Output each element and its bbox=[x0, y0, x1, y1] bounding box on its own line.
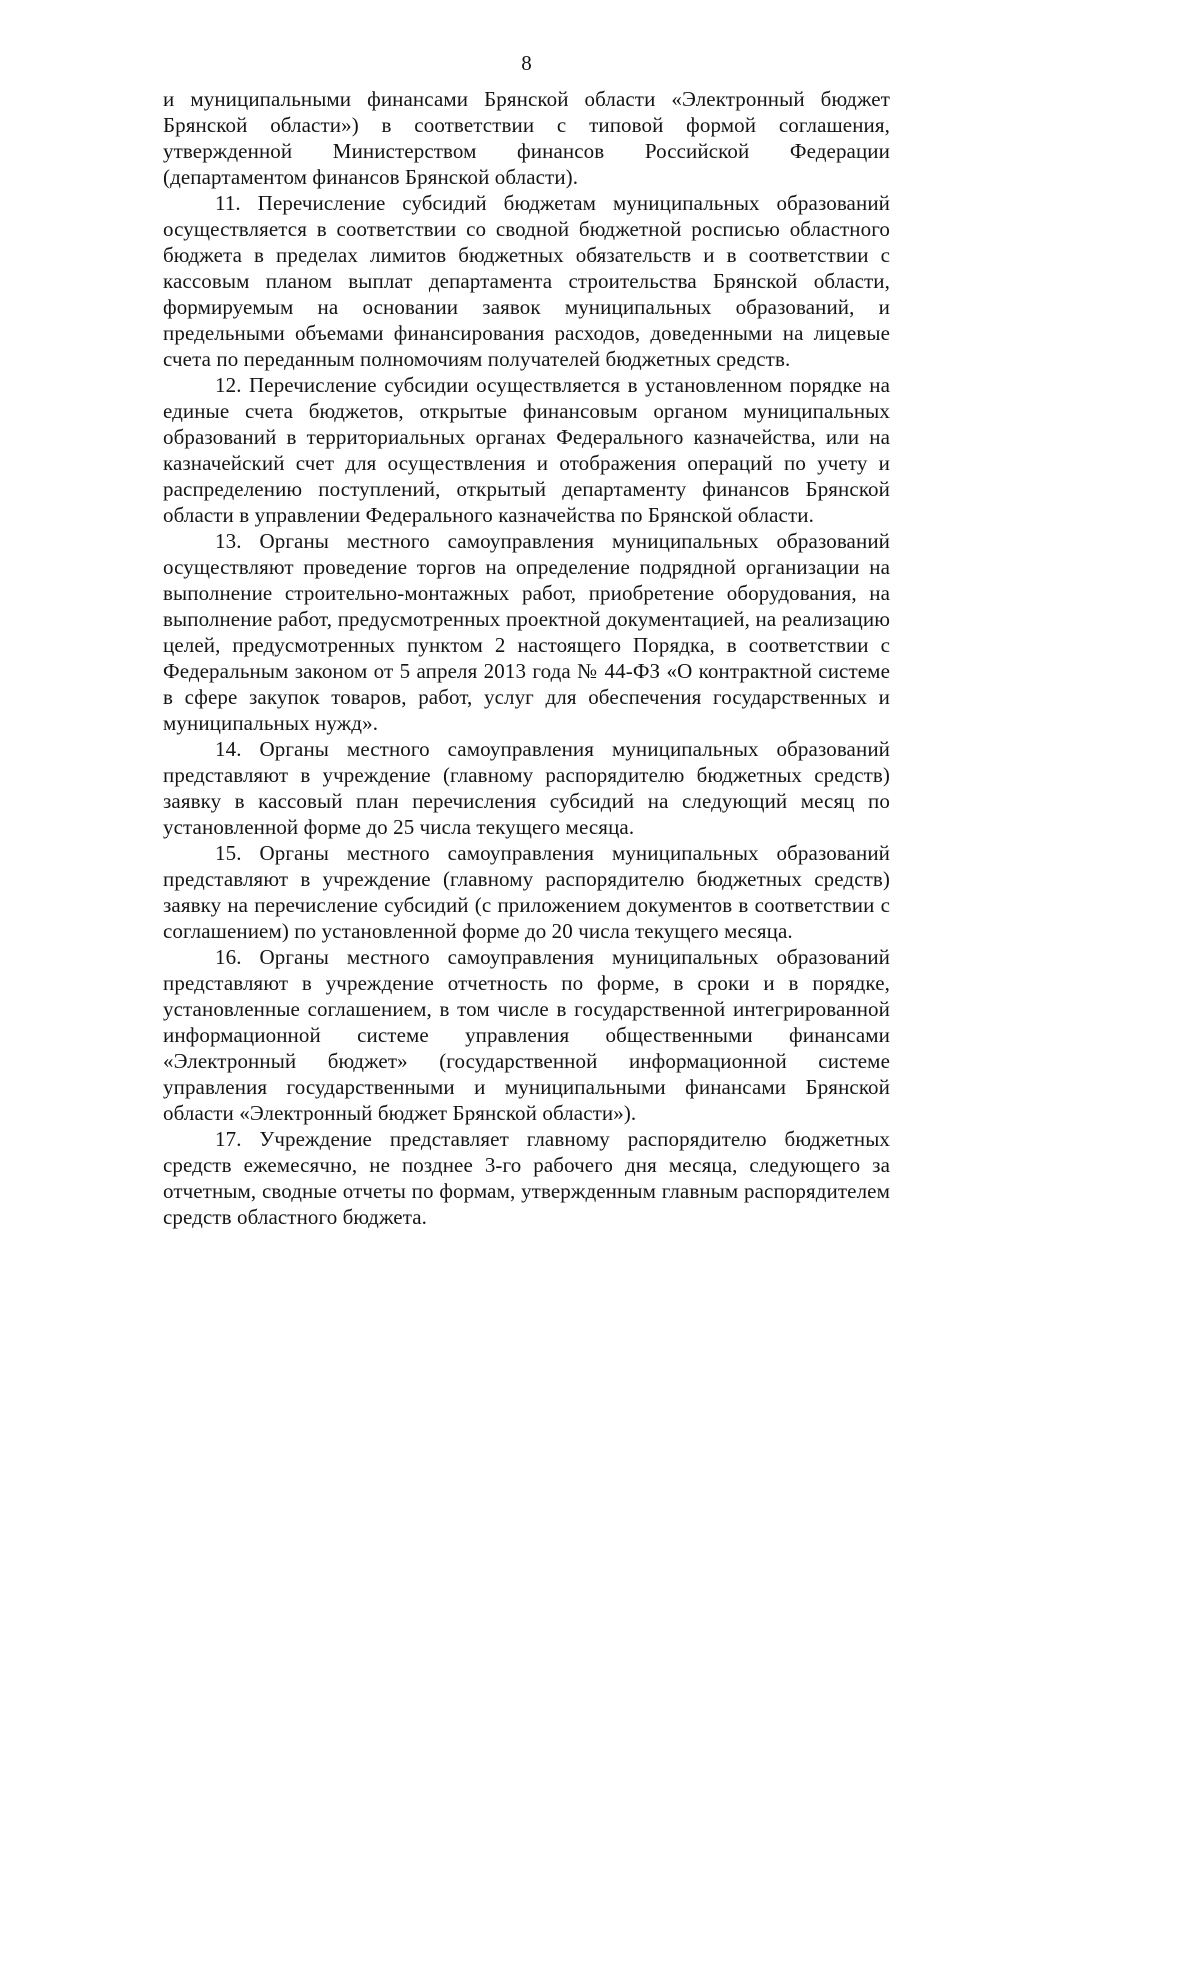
paragraph-item-13: 13. Органы местного самоуправления муниципальных образований осуществляют проведение торгов на определение подрядной организации на выполнение строительно-монтажных работ, приобретение оборудования, на выполнение работ, предусмотренных проектной документацией, на реализацию целей, предусмотренных пунктом 2 настоящего Порядка, в соответствии с Федеральным законом от 5 апреля 2013 года № 44-ФЗ «О контрактной системе в сфере закупок товаров, работ, услуг для обеспечения государственных и муниципальных нужд». bbox=[163, 529, 890, 735]
paragraph-item-15: 15. Органы местного самоуправления муниципальных образований представляют в учреждение (главному распорядителю бюджетных средств) заявку на перечисление субсидий (с приложением документов в соответствии с соглашением) по установленной форме до 20 числа текущего месяца. bbox=[163, 841, 890, 943]
paragraph-item-14: 14. Органы местного самоуправления муниципальных образований представляют в учреждение (главному распорядителю бюджетных средств) заявку в кассовый план перечисления субсидий на следующий месяц по установленной форме до 25 числа текущего месяца. bbox=[163, 737, 890, 839]
paragraph-item-11: 11. Перечисление субсидий бюджетам муниципальных образований осуществляется в соответствии со сводной бюджетной росписью областного бюджета в пределах лимитов бюджетных обязательств и в соответствии с кассовым планом выплат департамента строительства Брянской области, формируемым на основании заявок муниципальных образований, и предельными объемами финансирования расходов, доведенными на лицевые счета по переданным полномочиям получателей бюджетных средств. bbox=[163, 191, 890, 371]
paragraph-item-12: 12. Перечисление субсидии осуществляется в установленном порядке на единые счета бюджетов, открытые финансовым органом муниципальных образований в территориальных органах Федерального казначейства, или на казначейский счет для осуществления и отображения операций по учету и распределению поступлений, открытый департаменту финансов Брянской области в управлении Федерального казначейства по Брянской области. bbox=[163, 373, 890, 527]
paragraph-item-16: 16. Органы местного самоуправления муниципальных образований представляют в учреждение отчетность по форме, в сроки и в порядке, установленные соглашением, в том числе в государственной интегрированной информационной системе управления общественными финансами «Электронный бюджет» (государственной информационной системе управления государственными и муниципальными финансами Брянской области «Электронный бюджет Брянской области»). bbox=[163, 945, 890, 1125]
paragraph-item-17: 17. Учреждение представляет главному распорядителю бюджетных средств ежемесячно, не позднее 3-го рабочего дня месяца, следующего за отчетным, сводные отчеты по формам, утвержденным главным распорядителем средств областного бюджета. bbox=[163, 1127, 890, 1229]
paragraph-continuation: и муниципальными финансами Брянской области «Электронный бюджет Брянской области») в соответствии с типовой формой соглашения, утвержденной Министерством финансов Российской Федерации (департаментом финансов Брянской области). bbox=[163, 87, 890, 189]
document-body bbox=[163, 86, 890, 1230]
page-number: 8 bbox=[521, 51, 532, 75]
